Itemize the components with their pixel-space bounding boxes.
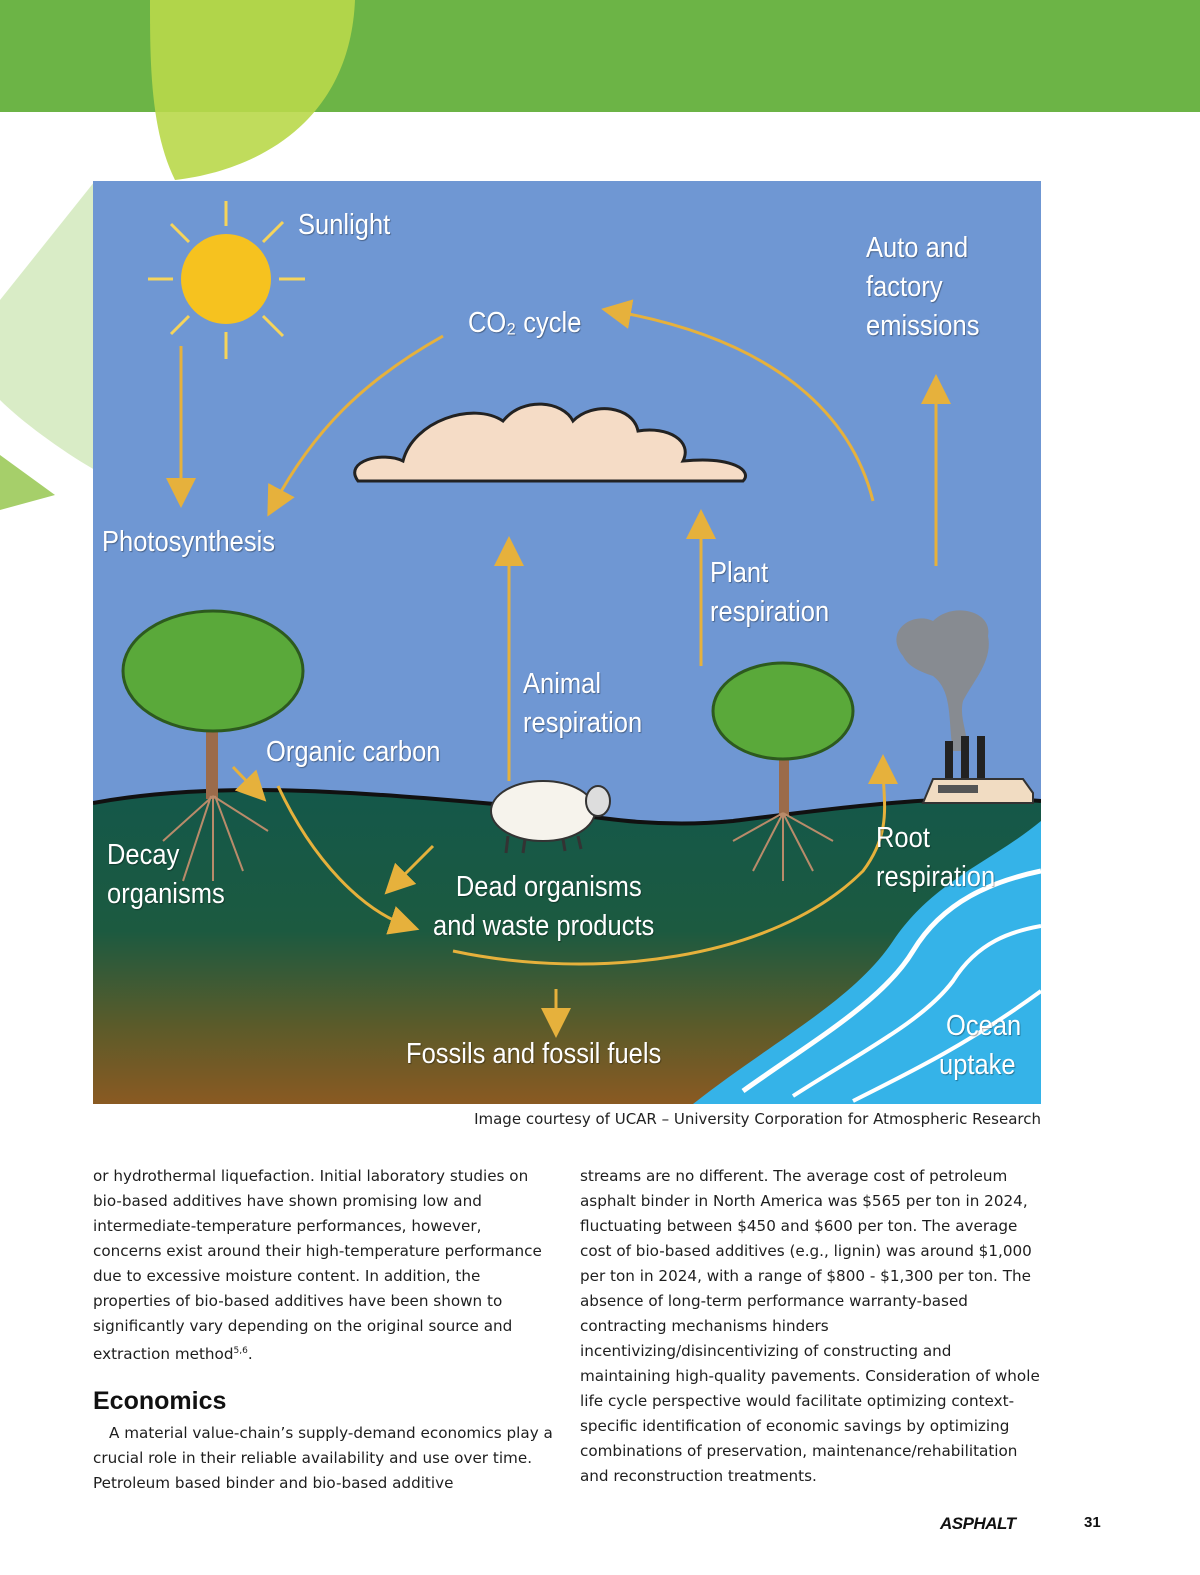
plant-respiration-line: Plant: [710, 557, 769, 589]
ocean-uptake-line: Ocean: [946, 1010, 1022, 1042]
emissions-line: Auto and: [866, 232, 969, 264]
dead-organisms-line: and waste products: [433, 910, 655, 942]
emissions-line: emissions: [866, 310, 980, 342]
article-column-right: [580, 1164, 1045, 1489]
photosynthesis-label: Photosynthesis: [102, 526, 276, 558]
emissions-label: [866, 229, 979, 346]
organic-carbon-label: Organic carbon: [266, 736, 441, 768]
decay-organisms-line: Decay: [107, 839, 180, 871]
ocean-uptake-line: uptake: [939, 1049, 1016, 1081]
decay-organisms-label: [107, 836, 225, 914]
carbon-cycle-diagram: [93, 181, 1041, 1104]
paragraph: A material value-chain’s supply-demand economics play a crucial role in their reliable availability and use over time. Petroleum based binder and bio-based additive: [93, 1424, 553, 1493]
citation-superscript: 5,6: [233, 1346, 248, 1356]
paragraph: [93, 1164, 553, 1367]
animal-respiration-line: respiration: [523, 707, 643, 739]
page-number: 31: [1084, 1514, 1101, 1531]
paragraph-text: or hydrothermal liquefaction. Initial laboratory studies on bio-based additives have shown promising low and intermediate-temperature performances, however, concerns exist around their high-temperature performance due to excessive moisture content. In addition, the properties of bio-based additives have been shown to significantly vary depending on the original source and extraction method: [93, 1167, 542, 1364]
plant-respiration-label: [710, 554, 829, 632]
decay-organisms-line: organisms: [107, 878, 225, 910]
dead-organisms-line: Dead organisms: [455, 871, 642, 903]
animal-respiration-label: [523, 665, 642, 743]
paragraph: streams are no different. The average cost of petroleum asphalt binder in North America was $565 per ton in 2024, fluctuating between $450 and $600 per ton. The average cost of bio-based additives (e.g., lignin) was around $1,000 per ton in 2024, with a range of $800 - $1,300 per ton. The absence of long-term performance warranty-based contracting mechanisms hinders incentivizing/disincentivizing of constructing and maintaining high-quality pavements. Consideration of whole life cycle perspective would facilitate optimizing context-specific identification of economic savings by optimizing combinations of preservation, maintenance/rehabilitation and reconstruction treatments.: [580, 1167, 1040, 1485]
emissions-line: factory: [866, 271, 943, 303]
co2-cycle-label: CO₂ cycle: [468, 307, 582, 339]
section-heading: Economics: [93, 1387, 227, 1416]
animal-respiration-line: Animal: [523, 668, 602, 700]
root-respiration-line: Root: [876, 822, 930, 854]
figure-caption: Image courtesy of UCAR – University Corporation for Atmospheric Research: [474, 1110, 1041, 1128]
magazine-logo: ASPHALT: [940, 1514, 1016, 1533]
root-respiration-line: respiration: [876, 861, 996, 893]
dead-organisms-label: [433, 868, 654, 946]
plant-respiration-line: respiration: [710, 596, 830, 628]
fossils-label: Fossils and fossil fuels: [406, 1038, 662, 1070]
ocean-uptake-label: [939, 1007, 1021, 1085]
sunlight-label: Sunlight: [298, 209, 391, 241]
paragraph-text: .: [247, 1345, 253, 1364]
root-respiration-label: [876, 819, 995, 897]
article-column-left: [93, 1164, 553, 1496]
